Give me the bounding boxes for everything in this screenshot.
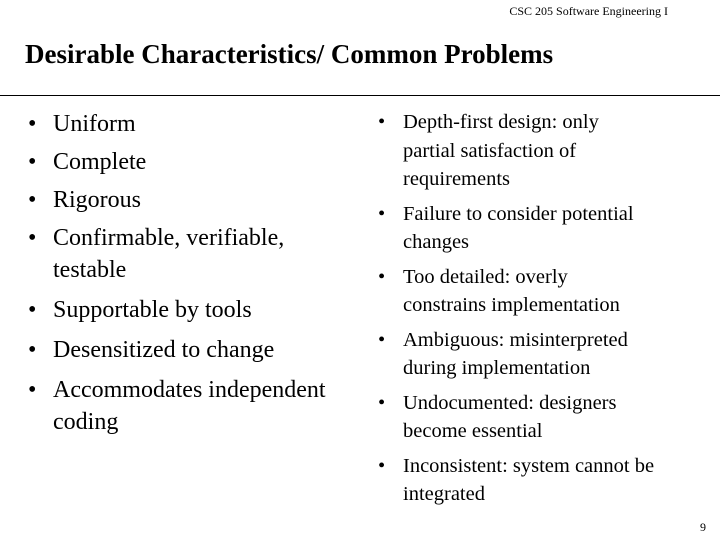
characteristic-item: [28, 184, 378, 216]
bullet-icon: •: [28, 337, 37, 363]
characteristic-item: [28, 108, 378, 140]
slide-title: Desirable Characteristics/ Common Problems: [25, 39, 554, 69]
characteristic-text: Accommodates independent: [53, 377, 326, 403]
bullet-icon: •: [28, 225, 37, 251]
bullet-icon: •: [28, 297, 37, 323]
bullet-icon: •: [378, 202, 386, 225]
characteristic-item: [28, 374, 378, 438]
bullet-icon: •: [378, 111, 386, 133]
bullet-icon: •: [28, 187, 37, 213]
problem-text-continued: constrains implementation: [403, 294, 620, 316]
bullet-icon: •: [378, 454, 386, 477]
problem-item: [378, 108, 718, 194]
characteristic-item: [28, 146, 378, 178]
bullet-icon: •: [28, 377, 37, 403]
bullet-icon: •: [28, 149, 37, 175]
characteristic-text: Rigorous: [53, 187, 142, 213]
problem-text-continued: integrated: [403, 483, 485, 505]
characteristic-text: Confirmable, verifiable,: [53, 225, 285, 251]
problem-text: Inconsistent: system cannot be: [403, 454, 655, 477]
characteristic-text: Uniform: [53, 111, 136, 137]
problem-text: Failure to consider potential: [403, 202, 634, 225]
characteristic-text: Complete: [53, 149, 147, 175]
problem-text: Ambiguous: misinterpreted: [403, 328, 628, 351]
problem-text: Too detailed: overly: [403, 265, 568, 288]
bullet-icon: •: [378, 391, 386, 414]
course-header: CSC 205 Software Engineering I: [509, 4, 668, 18]
problems-list: [378, 108, 718, 515]
problem-text: Depth-first design: only: [403, 111, 599, 133]
characteristics-list: [28, 108, 378, 446]
title-divider: [0, 95, 720, 96]
bullet-icon: •: [378, 265, 386, 288]
characteristic-text-continued: coding: [53, 409, 119, 435]
bullet-icon: •: [28, 111, 37, 137]
characteristic-item: [28, 294, 378, 326]
problem-text-continued: during implementation: [403, 357, 591, 379]
bullet-icon: •: [378, 328, 386, 351]
page-number: 9: [700, 520, 706, 534]
problem-text-continued: changes: [403, 231, 470, 253]
problem-text-continued: requirements: [403, 168, 511, 190]
characteristic-item: [28, 222, 378, 286]
characteristic-text: Desensitized to change: [53, 337, 275, 363]
problem-item: [378, 263, 718, 320]
characteristic-text-continued: testable: [53, 257, 127, 283]
problem-item: [378, 200, 718, 257]
problem-item: [378, 389, 718, 446]
problem-text-continued: become essential: [403, 420, 543, 442]
problem-item: [378, 452, 718, 509]
problem-text: Undocumented: designers: [403, 391, 617, 414]
problem-item: [378, 326, 718, 383]
characteristic-text: Supportable by tools: [53, 297, 252, 323]
characteristic-item: [28, 334, 378, 366]
problem-text-continued: partial satisfaction of: [403, 139, 577, 162]
